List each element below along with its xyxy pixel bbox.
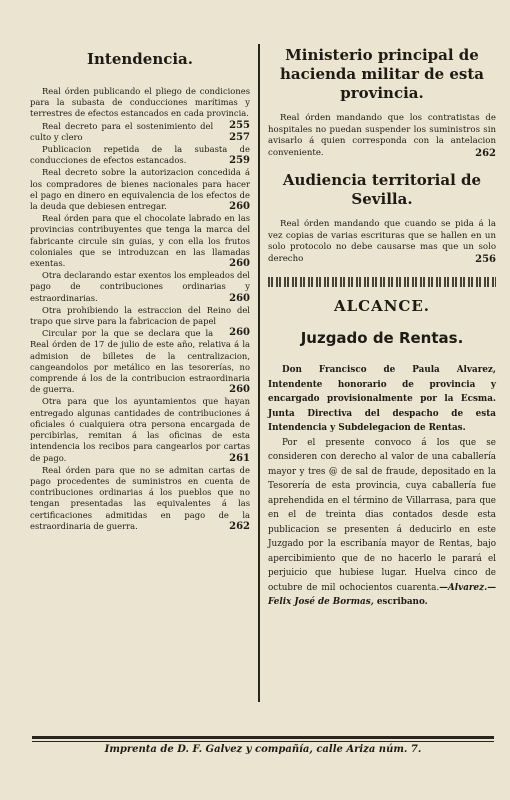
page-number: 257	[229, 131, 250, 143]
list-item: Circular por la que se declara que la Real órden de 17 de julio de este año, relativa á la admision de billetes de la centralizacion, cangeandolos por metálico en las tesorerías, no comprende á los de la contribucion estraordinaria de guerra. 260	[30, 328, 250, 396]
page-number: 255	[229, 119, 250, 131]
page-number: 260	[229, 384, 250, 396]
list-item: Real órden para que no se admitan cartas de pago procedentes de suministros en cuenta de contribuciones ordinarias á los pueblos que no tengan presentadas las equivalentes á las certificaciones admitidas en pago de la estraordinaria de guerra. 262	[30, 464, 250, 532]
column-divider	[258, 44, 260, 702]
list-item: Otra para que los ayuntamientos que hayan entregado algunas cantidades de contribuciones á oficiales ó cualquiera otra persona encargada de percibirlas, remitan á las oficinas de esta intendencia los recibos para cangearlos por cartas de pago. 261	[30, 396, 250, 464]
list-item: Otra prohibiendo la estraccion del Reino del trapo que sirve para la fabricacion de papel 260	[30, 304, 250, 339]
left-column	[30, 48, 250, 533]
page-number: 259	[229, 155, 250, 167]
page-number: 260	[229, 292, 250, 304]
alcance-title: ALCANCE.	[333, 297, 431, 315]
list-item: Real decreto para el sostenimiento del culto y clero 257	[30, 120, 250, 143]
list-item: Otra declarando estar exentos los empleados del pago de contribuciones ordinarias y estraordinarias. 260	[30, 270, 250, 304]
right-column	[268, 46, 496, 610]
notice-body: Por el presente convoco á los que se consideren con derecho al valor de una caballería mayor y tres @ de sal de fraude, depositado en la Tesorería de esta provincia, cuya caballería fue aprehendida en el término de Villarrasa, para que en el de treinta dias contados desde esta publicacion se presenten á deducirlo en este Juzgado por la escribanía mayor de Rentas, bajo apercibimiento que de no hacerlo le parará el perjuicio que hubiese lugar. Huelva cinco de octubre de mil ochocientos cuarenta.—Alvarez.—Felix José de Bormas, escribano.	[268, 437, 496, 607]
juzgado-title: Juzgado de Rentas.	[300, 329, 464, 347]
list-item: Publicacion repetida de la subasta de conducciones de efectos estancados. 259	[30, 144, 250, 167]
list-item: Real órden para que el chocolate labrado en las provincias contribuyentes que tenga la marca del fabricante circule sin guias, y con ella los frutos coloniales que se introduzcan en las llamadas exentas. 260	[30, 213, 250, 270]
page-number: 261	[229, 452, 250, 464]
page-number: 260	[229, 258, 250, 270]
signature-role: escribano.	[373, 597, 428, 607]
page-number: 256	[475, 253, 496, 265]
page-number: 260	[229, 327, 250, 339]
page-number: 262	[229, 520, 250, 532]
page-number: 260	[229, 201, 250, 213]
imprint-line: Imprenta de D. F. Galvez y compañía, calle Ariza núm. 7.	[104, 744, 422, 755]
list-item: Real órden publicando el pliego de condiciones para la subasta de conducciones marítimas y terrestres de efectos estancados en cada provincia. 255	[30, 86, 250, 131]
intendencia-title: Intendencia.	[86, 50, 193, 68]
list-item: Real decreto sobre la autorizacion concedida á los compradores de bienes nacionales para hacer el pago en dinero en equivalencia de los efectos de la deuda que debiesen entregar. 260	[30, 167, 250, 213]
audiencia-title: Audiencia territorial de Sevilla.	[282, 171, 482, 208]
footer-rule	[32, 736, 494, 739]
audiencia-entry: Real órden mandando que cuando se pida á la vez copias de varias escrituras que se hallen en un solo protocolo no debe causarse mas que un solo derecho 256	[268, 219, 496, 265]
intendencia-entries	[30, 86, 250, 532]
ministerio-entry: Real órden mandando que los contratistas de hospitales no puedan suspender los suministros sin avisarlo á quien corresponda con la antelacion conveniente. 262	[268, 113, 496, 159]
page-number: 262	[475, 147, 496, 159]
footer-rule-thin	[32, 741, 494, 742]
notice-intro: Don Francisco de Paula Alvarez, Intendente honorario de provincia y encargado provisionalmente por la Ecsma. Junta Directiva del despacho de esta Intendencia y Subdelegacion de Rentas.	[268, 365, 496, 433]
ornamental-rule	[268, 277, 496, 287]
signature: —Alvarez.—Felix José de Bormas,	[268, 582, 496, 607]
ministerio-title: Ministerio principal de hacienda militar de esta provincia.	[280, 46, 484, 102]
